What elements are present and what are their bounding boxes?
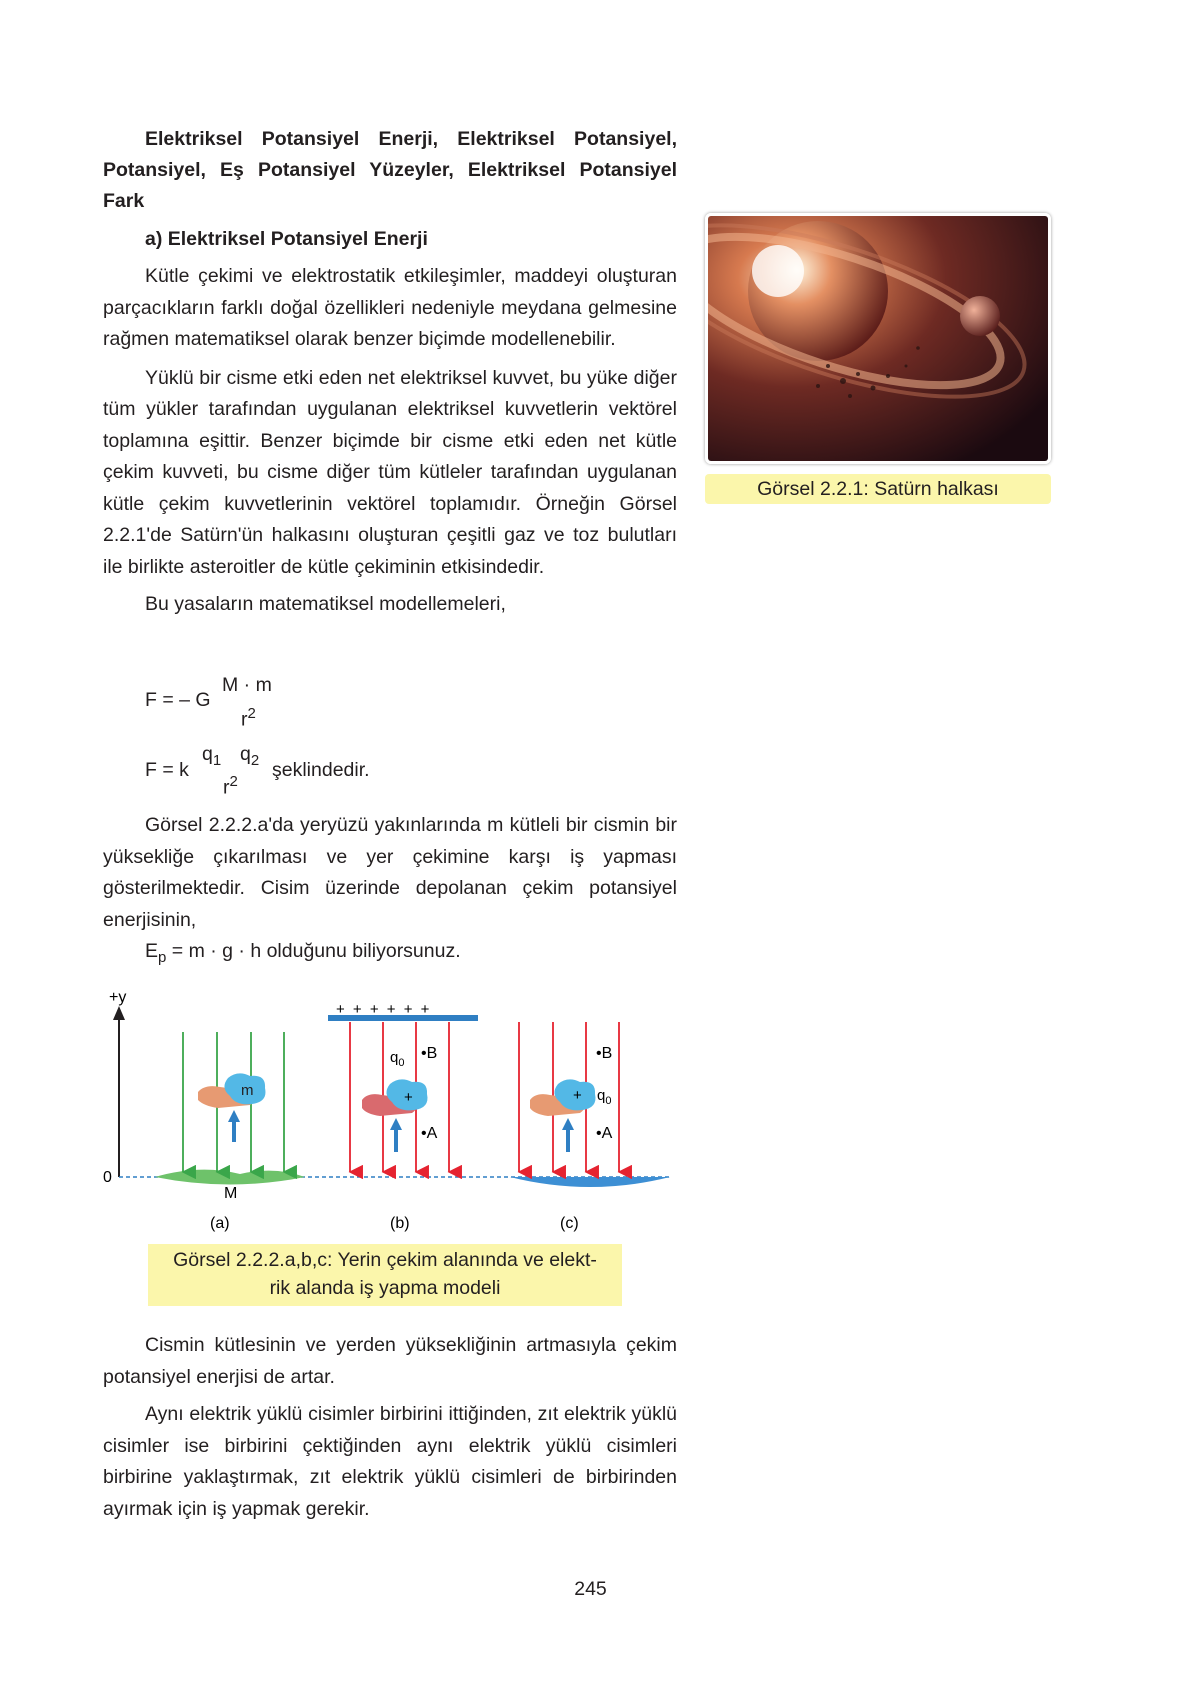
label-b: (b)	[390, 1215, 410, 1232]
gravity-formula-lhs: F = – G	[145, 689, 211, 711]
gravity-formula-denominator: $r^2$	[241, 705, 256, 731]
point-a: •A	[596, 1125, 613, 1142]
coulomb-formula-denominator: $r^2$	[223, 773, 238, 799]
label-c: (c)	[560, 1215, 579, 1232]
charge-sign: +	[404, 1089, 413, 1106]
subsection-heading: a) Elektriksel Potansiyel Enerji	[145, 228, 428, 250]
y-axis-label: +y	[109, 992, 127, 1006]
origin-label: 0	[103, 1169, 112, 1186]
text-block-2	[103, 810, 677, 936]
paragraph-5: Cismin kütlesinin ve yerden yüksekliğinin artmasıyla çekim potansiyel enerjisi de artar.	[103, 1334, 677, 1388]
mass-label: m	[241, 1082, 254, 1099]
earth-surface	[155, 1170, 305, 1185]
paragraph-4: Görsel 2.2.2.a'da yeryüzü yakınlarında m kütleli bir cismin bir yüksekliğe çıkarılması ve yer çekimine karşı iş yapması gösterilmektedir. Cisim üzerinde depolanan çekim potansiyel enerjisinin,	[103, 814, 677, 931]
up-arrow-icon	[562, 1118, 574, 1130]
saturn-photo	[705, 213, 1051, 464]
charge-sign: +	[573, 1087, 582, 1104]
figure-1-caption: Görsel 2.2.1: Satürn halkası	[705, 474, 1051, 504]
panel-c	[510, 1022, 670, 1232]
q0-label: $q_0$	[390, 1049, 405, 1069]
figure-2-caption-line-1: Görsel 2.2.2.a,b,c: Yerin çekim alanında ve elekt-	[173, 1249, 597, 1271]
figure-2-caption-line-2: rik alanda iş yapma modeli	[269, 1277, 501, 1299]
coulomb-formula-suffix: şeklindedir.	[272, 759, 370, 781]
coulomb-formula-lhs: F = k	[145, 759, 189, 781]
y-axis-arrow-icon	[113, 1006, 125, 1020]
coulomb-formula-q1: $q_1$	[202, 743, 222, 769]
figure-2-caption	[148, 1244, 622, 1306]
q0-label: $q_0$	[597, 1087, 612, 1107]
gravity-formula-numerator: M · m	[222, 674, 272, 696]
point-b: •B	[596, 1045, 613, 1062]
paragraph-2: Yüklü bir cisme etki eden net elektriksel kuvvet, bu yüke diğer tüm yükler tarafından uygulanan elektriksel kuvvetlerin vektörel toplamına eşittir. Benzer biçimde bir cisme etki eden net kütle çekim kuvveti, bu cisme diğer tüm kütleler tarafından uygulanan kütle çekim kuvvetlerinin vektörel toplamıdır. Örneğin Görsel 2.2.1'de Satürn'ün halkasını oluşturan çeşitli gaz ve toz bulutları ile birlikte asteroitler de kütle çekiminin etkisindedir.	[103, 366, 677, 578]
potential-energy-formula: $E_p = m \cdot g \cdot h$ olduğunu biliyorsunuz.	[145, 940, 461, 966]
paragraph-6: Aynı elektrik yüklü cisimler birbirini ittiğinden, zıt elektrik yüklü cisimler ise birbirini çektiğinden aynı elektrik yüklü cisimleri birbirine yaklaştırmak, zıt elektrik yüklü cisimleri de birbirinden ayırmak için iş yapmak gerekir.	[103, 1403, 677, 1520]
earth-label: M	[224, 1185, 238, 1202]
work-model-figure	[100, 992, 680, 1242]
panel-b	[328, 1001, 478, 1232]
label-a: (a)	[210, 1215, 230, 1232]
paragraph-3: Bu yasaların matematiksel modellemeleri,	[145, 593, 506, 615]
point-b: •B	[421, 1045, 438, 1062]
coulomb-formula-q2: $q_2$	[240, 743, 260, 769]
saturn-illustration	[708, 216, 1048, 461]
panel-a	[155, 1032, 305, 1232]
up-arrow-icon	[390, 1118, 402, 1130]
paragraph-1: Kütle çekimi ve elektrostatik etkileşimler, maddeyi oluşturan parçacıkların farklı doğal özellikleri nedeniyle meydana gelmesine rağmen matematiksel olarak benzer biçimde modellenebilir.	[103, 265, 677, 350]
text-block-3	[103, 1330, 677, 1525]
positive-plate-signs: + + + + + +	[336, 1001, 432, 1018]
point-a: •A	[421, 1125, 438, 1142]
negative-plate	[510, 1177, 670, 1187]
up-arrow-icon	[228, 1110, 240, 1122]
section-heading: Elektriksel Potansiyel Enerji, Elektriksel Potansiyel, Potansiyel, Eş Potansiyel Yüzeyler, Elektriksel Potansiyel Fark	[103, 128, 677, 212]
text-block-1	[103, 261, 677, 621]
page-number: 245	[574, 1578, 607, 1600]
